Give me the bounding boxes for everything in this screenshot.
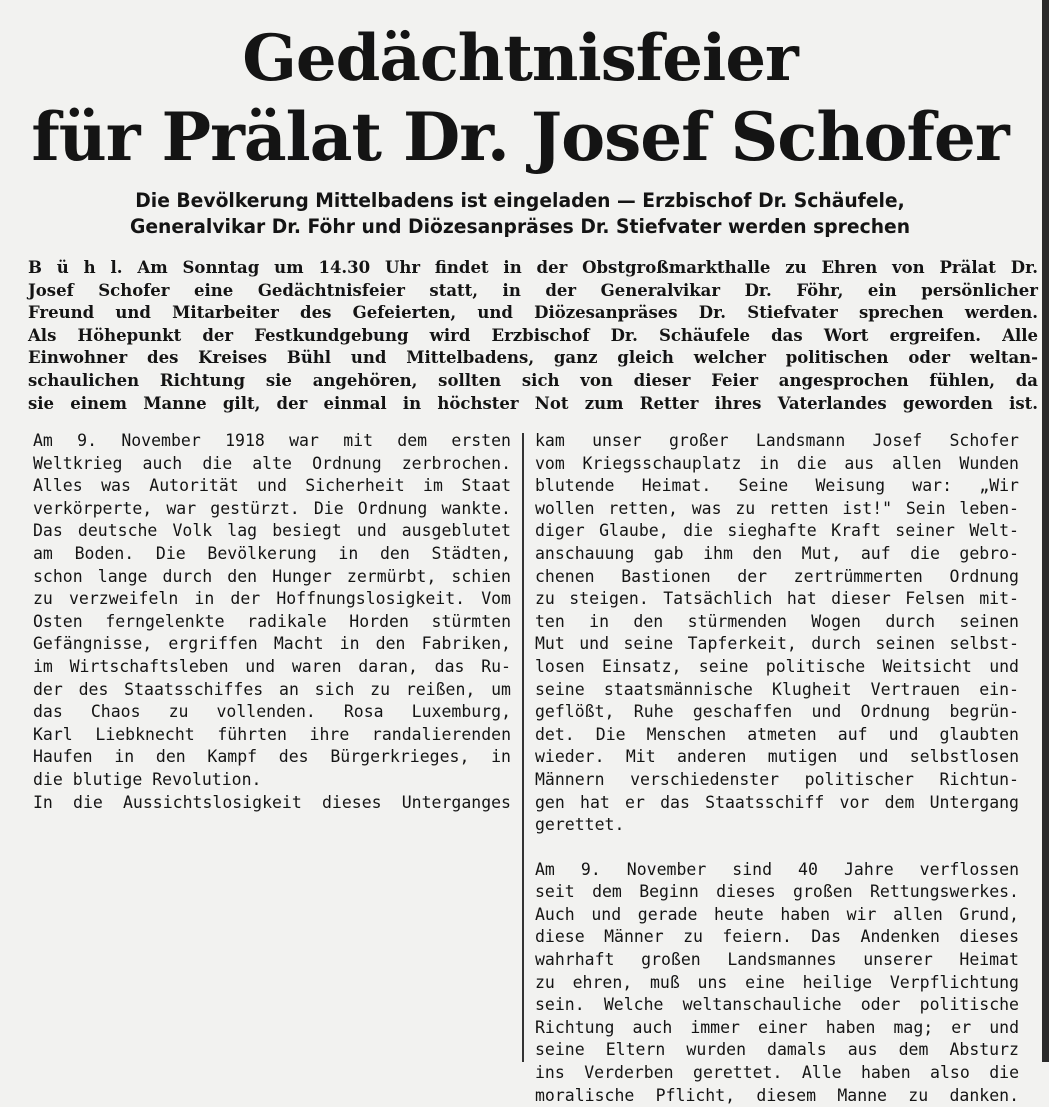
lead-line: schaulichen Richtung sie angehören, sollten sich von dieser Feier angesprochen fühlen, da: [28, 370, 1038, 390]
column-line: blutende Heimat. Seine Weisung war: „Wir: [535, 476, 1019, 496]
lead-line: Freund und Mitarbeiter des Gefeierten, und Diözesanpräses Dr. Stiefvater sprechen werden.: [28, 303, 1038, 323]
column-line: am Boden. Die Bevölkerung in den Städten,: [33, 543, 511, 563]
column-line: seine staatsmännische Klugheit Vertrauen ein-: [535, 679, 1019, 699]
column-line: geflößt, Ruhe geschaffen und Ordnung begrün-: [535, 702, 1019, 722]
column-line: anschauung gab ihm den Mut, auf die gebro-: [535, 543, 1019, 563]
column-line: seit dem Beginn dieses großen Rettungswerkes.: [535, 882, 1019, 902]
column-line: zu steigen. Tatsächlich hat dieser Felsen mit-: [535, 589, 1019, 609]
column-line: Karl Liebknecht führten ihre randalierenden: [33, 724, 511, 744]
paragraph-gap: [535, 837, 1019, 859]
column-line: chenen Bastionen der zertrümmerten Ordnung: [535, 566, 1019, 586]
column-divider: [522, 433, 524, 1062]
column-line: Männern verschiedenster politischer Richtun-: [535, 769, 1019, 789]
column-line: moralische Pflicht, diesem Manne zu danken.: [535, 1085, 1019, 1105]
column-line: Am 9. November sind 40 Jahre verflossen: [535, 859, 1019, 879]
lead-line: sie einem Manne gilt, der einmal in höchster Not zum Retter ihres Vaterlandes geworden ist.: [28, 393, 1038, 413]
column-line: kam unser großer Landsmann Josef Schofer: [535, 431, 1019, 450]
column-line: Mut und seine Tapferkeit, durch seinen selbst-: [535, 634, 1019, 654]
column-line: Gefängnisse, ergriffen Macht in den Fabriken,: [33, 634, 511, 654]
lead-line: B ü h l. Am Sonntag um 14.30 Uhr findet in der Obstgroßmarkthalle zu Ehren von Prälat Dr.: [28, 258, 1038, 277]
column-line: das Chaos zu vollenden. Rosa Luxemburg,: [33, 702, 511, 722]
column-line: det. Die Menschen atmeten auf und glaubten: [535, 724, 1019, 744]
column-line: zu ehren, muß uns eine heilige Verpflichtung: [535, 972, 1019, 992]
lead-line: Einwohner des Kreises Bühl und Mittelbadens, ganz gleich welcher politischen oder weltan-: [28, 348, 1038, 368]
column-line: wollen retten, was zu retten ist!" Sein leben-: [535, 498, 1019, 518]
column-line: Auch und gerade heute haben wir allen Grund,: [535, 904, 1019, 924]
lead-line: Als Höhepunkt der Festkundgebung wird Erzbischof Dr. Schäufele das Wort ergreifen. Alle: [28, 325, 1038, 345]
right-column: [535, 430, 1019, 1107]
subheadline-line-2: Generalvikar Dr. Föhr und Diözesanpräses Dr. Stiefvater werden sprechen: [129, 215, 911, 238]
column-line: gen hat er das Staatsschiff vor dem Untergang: [535, 792, 1019, 812]
column-line: ten in den stürmenden Wogen durch seinen: [535, 611, 1019, 631]
column-line: losen Einsatz, seine politische Weitsicht und: [535, 656, 1019, 676]
headline-line-1: Gedächtnisfeier: [242, 21, 798, 96]
column-line: schon lange durch den Hunger zermürbt, schien: [33, 566, 511, 586]
column-line: Weltkrieg auch die alte Ordnung zerbrochen.: [33, 453, 511, 473]
column-line: Am 9. November 1918 war mit dem ersten: [33, 431, 511, 450]
column-line: diese Männer zu feiern. Das Andenken dieses: [535, 927, 1019, 947]
column-line: Haufen in den Kampf des Bürgerkrieges, in: [33, 747, 511, 767]
lead-paragraph: [28, 257, 1038, 415]
column-line: gerettet.: [535, 815, 625, 835]
headline-line-2: für Prälat Dr. Josef Schofer: [31, 98, 1009, 176]
page-edge-shadow: [1042, 0, 1049, 1062]
column-line: der des Staatsschiffes an sich zu reißen, um: [33, 679, 511, 699]
column-line: In die Aussichtslosigkeit dieses Unterganges: [33, 792, 511, 812]
column-line: zu verzweifeln in der Hoffnungslosigkeit. Vom: [33, 589, 511, 609]
column-line: Das deutsche Volk lag besiegt und ausgeblutet: [33, 521, 511, 541]
column-line: im Wirtschaftsleben und waren daran, das Ru-: [33, 656, 511, 676]
column-line: Richtung auch immer einer haben mag; er und: [535, 1017, 1019, 1037]
left-column: [33, 430, 511, 814]
column-line: sein. Welche weltanschauliche oder politische: [535, 995, 1019, 1015]
lead-line: Josef Schofer eine Gedächtnisfeier statt, in der Generalvikar Dr. Föhr, ein persönlicher: [28, 280, 1038, 300]
column-line: ins Verderben gerettet. Alle haben also die: [535, 1063, 1019, 1083]
column-line: Osten ferngelenkte radikale Horden stürmten: [33, 611, 511, 631]
column-line: vom Kriegsschauplatz in die aus allen Wunden: [535, 453, 1019, 473]
column-line: wieder. Mit anderen mutigen und selbstlosen: [535, 747, 1019, 767]
column-line: Alles was Autorität und Sicherheit im Staat: [33, 476, 511, 496]
column-line: verkörperte, war gestürzt. Die Ordnung wankte.: [33, 498, 511, 518]
column-line: die blutige Revolution.: [33, 769, 262, 789]
subheadline-line-1: Die Bevölkerung Mittelbadens ist eingeladen — Erzbischof Dr. Schäufele,: [135, 189, 905, 212]
column-line: diger Glaube, die sieghafte Kraft seiner Welt-: [535, 521, 1019, 541]
column-line: seine Eltern wurden damals aus dem Absturz: [535, 1040, 1019, 1060]
column-line: wahrhaft großen Landsmannes unserer Heimat: [535, 950, 1019, 970]
